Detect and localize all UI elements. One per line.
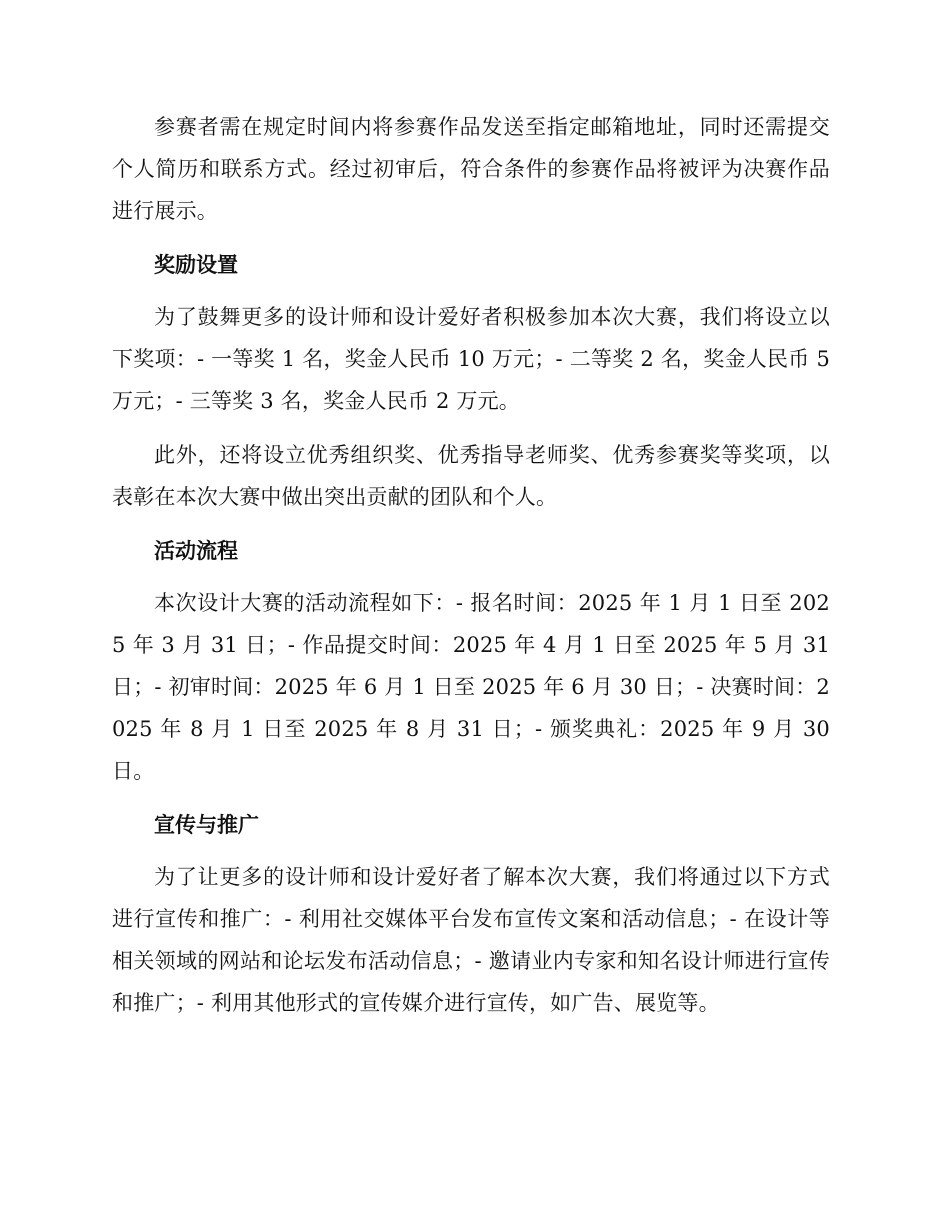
document-body (112, 106, 830, 1036)
heading-rewards: 奖励设置 (154, 253, 238, 277)
heading-process: 活动流程 (154, 539, 238, 563)
heading-promotion: 宣传与推广 (154, 813, 259, 837)
paragraph-promotion: 为了让更多的设计师和设计爱好者了解本次大赛，我们将通过以下方式进行宣传和推广：- 利用社交媒体平台发布宣传文案和活动信息；- 在设计等相关领域的网站和论坛发布活动信息；- 邀请业内专家和知名设计师进行宣传和推广；- 利用其他形式的宣传媒介进行宣传，如广告、展览等。 (112, 865, 830, 1015)
paragraph-rewards: 为了鼓舞更多的设计师和设计爱好者积极参加本次大赛，我们将设立以下奖项：- 一等奖 1 名，奖金人民币 10 万元；- 二等奖 2 名，奖金人民币 5 万元；- 三等奖 3 名，奖金人民币 2 万元。 (112, 305, 830, 413)
paragraph-additional-awards: 此外，还将设立优秀组织奖、优秀指导老师奖、优秀参赛奖等奖项，以表彰在本次大赛中做出突出贡献的团队和个人。 (112, 443, 830, 509)
paragraph-process: 本次设计大赛的活动流程如下：- 报名时间：2025 年 1 月 1 日至 2025 年 3 月 31 日；- 作品提交时间：2025 年 4 月 1 日至 2025 年 5 月 31 日；- 初审时间：2025 年 6 月 1 日至 2025 年 6 月 30 日；- 决赛时间：2025 年 8 月 1 日至 2025 年 8 月 31 日；- 颁奖典礼：2025 年 9 月 30 日。 (112, 591, 830, 783)
paragraph-submission: 参赛者需在规定时间内将参赛作品发送至指定邮箱地址，同时还需提交个人简历和联系方式。经过初审后，符合条件的参赛作品将被评为决赛作品进行展示。 (112, 115, 830, 223)
